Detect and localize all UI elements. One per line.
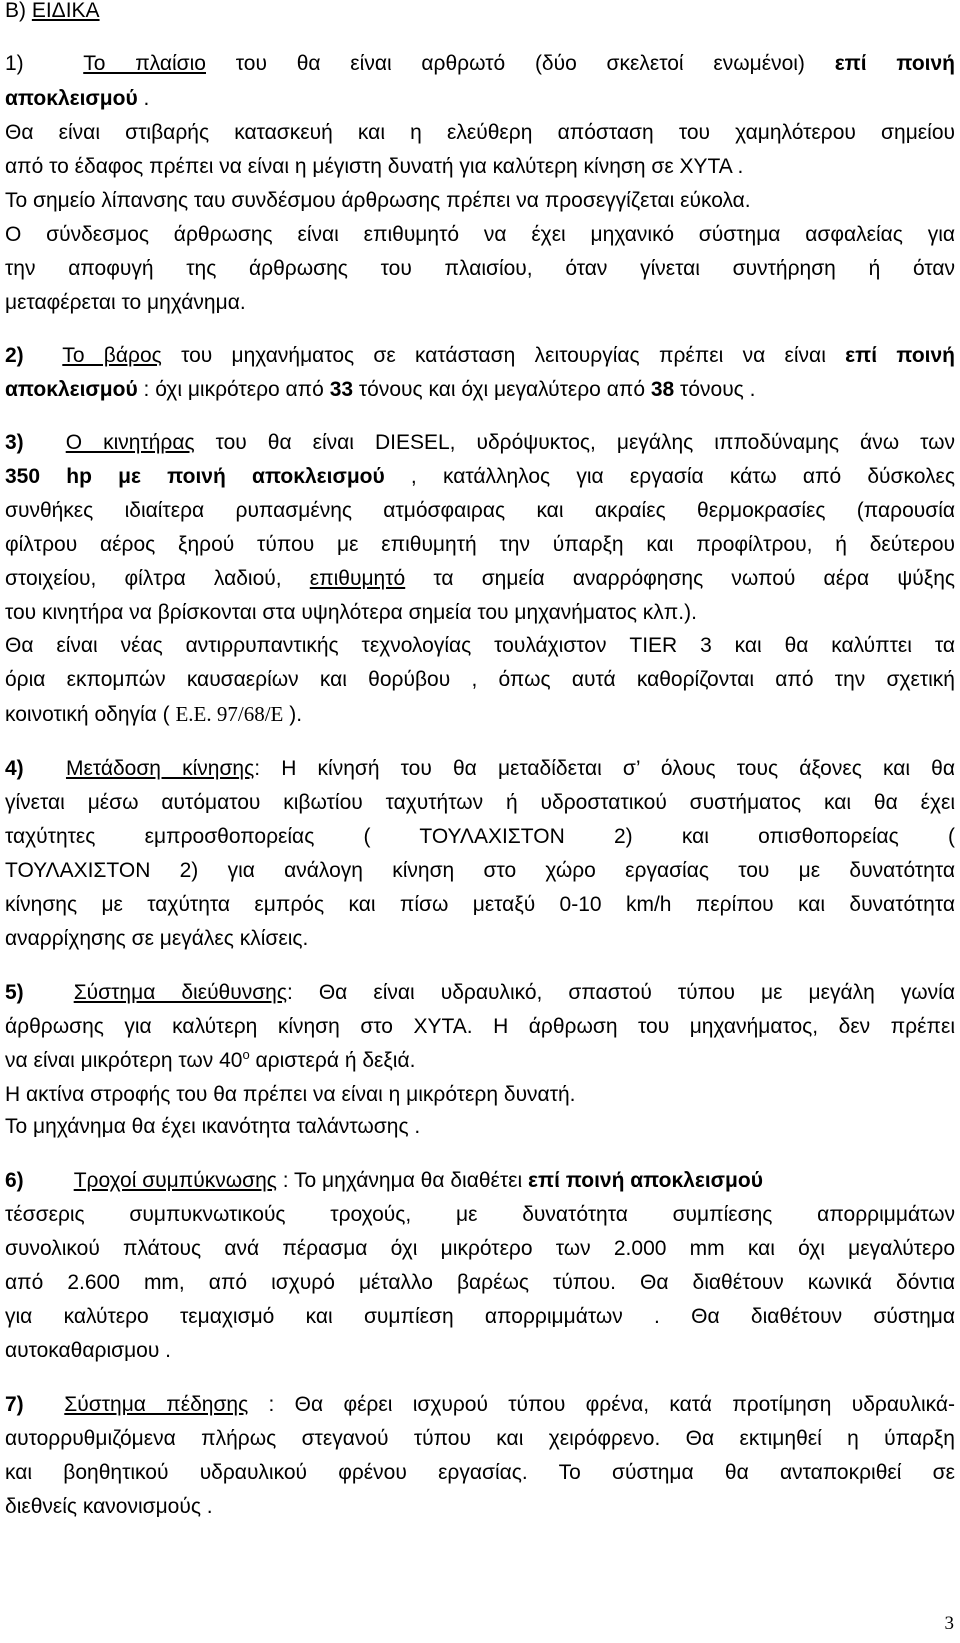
page-number: 3 — [944, 1613, 954, 1634]
s7-line-1: 7) Σύστημα πέδησης : Θα φέρει ισχυρού τύπου φρένα, κατά προτίμηση υδραυλικά- — [5, 1393, 955, 1416]
s4-title: Μετάδοση κίνησης — [65, 757, 255, 780]
s6-line-2: τέσσερις συμπυκνωτικούς τροχούς, με δυνατότητα συμπίεσης απορριμμάτων — [5, 1203, 955, 1226]
s5-line-4: Η ακτίνα στροφής του θα πρέπει να είναι η μικρότερη δυνατή. — [5, 1083, 576, 1106]
s6-line-4: από 2.600 mm, από ισχυρό μέταλλο βαρέως τύπου. Θα διαθέτουν κωνικά δόντια — [5, 1271, 955, 1294]
s5-line-3: να είναι μικρότερη των $40^o$ αριστερά ή δεξιά. — [5, 1047, 416, 1072]
s5-line-2: άρθρωσης για καλύτερη κίνηση στο ΧΥΤΑ. Η άρθρωση του μηχανήματος, δεν πρέπει — [5, 1015, 955, 1038]
s5-line-1: 5) Σύστημα διεύθυνσης: Θα είναι υδραυλικό, σπαστού τύπου με μεγάλη γωνία — [5, 981, 955, 1004]
s3-line-8: όρια εκπομπών καυσαερίων και θορύβου , όπως αυτά καθορίζονται από την σχετική — [5, 668, 955, 691]
heading-title: ΕΙΔΙΚΑ — [31, 0, 100, 22]
heading-prefix: Β) — [5, 0, 26, 22]
s7-title: Σύστημα πέδησης — [64, 1393, 249, 1416]
s3-line-3: συνθήκες ιδιαίτερα ρυπασμένης ατμόσφαιρας και ακραίες θερμοκρασίες (παρουσία — [5, 499, 955, 522]
s1-line-7: την αποφυγή της άρθρωσης του πλαισίου, όταν γίνεται συντήρηση ή όταν — [5, 257, 955, 280]
s3-line-7: Θα είναι νέας αντιρρυπαντικής τεχνολογίας τουλάχιστον TIER 3 και θα καλύπτει τα — [5, 634, 955, 657]
s3-line-4: φίλτρου αέρος ξηρού τύπου με επιθυμητή την ύπαρξη και προφίλτρου, ή δεύτερου — [5, 533, 955, 556]
s7-line-3: και βοηθητικού υδραυλικού φρένου εργασίας. Το σύστημα θα ανταποκριθεί σε — [5, 1461, 955, 1484]
s6-line-5: για καλύτερο τεμαχισμό και συμπίεση απορριμμάτων . Θα διαθέτουν σύστημα — [5, 1305, 955, 1328]
s3-line-5: στοιχείου, φίλτρα λαδιού, επιθυμητό τα σημεία αναρρόφησης νωπού αέρα ψύξης — [5, 567, 955, 590]
s5-title: Σύστημα διεύθυνσης — [73, 981, 287, 1004]
s5-line-5: Το μηχάνημα θα έχει ικανότητα ταλάντωσης . — [5, 1115, 421, 1138]
s4-line-5: κίνησης με ταχύτητα εμπρός και πίσω μεταξύ 0-10 km/h περίπου και δυνατότητα — [5, 893, 955, 916]
s2-line-2: αποκλεισμού : όχι μικρότερο από 33 τόνους και όχι μεγαλύτερο από 38 τόνους . — [5, 378, 756, 401]
s6-line-1: 6) Τροχοί συμπύκνωσης : Το μηχάνημα θα διαθέτει επί ποινή αποκλεισμού — [5, 1169, 763, 1192]
s1-line-2: αποκλεισμού . — [5, 87, 150, 110]
section-heading — [5, 0, 955, 24]
s3-title: Ο κινητήρας — [65, 431, 195, 454]
s4-line-3: ταχύτητες εμπροσθοπορείας ( ΤΟΥΛΑΧΙΣΤΟΝ 2) και οπισθοπορείας ( — [5, 825, 955, 848]
s6-line-6: αυτοκαθαρισμου . — [5, 1339, 172, 1362]
s1-line-6: Ο σύνδεσμος άρθρωσης είναι επιθυμητό να έχει μηχανικό σύστημα ασφαλείας για — [5, 223, 955, 246]
s1-line-5: Το σημείο λίπανσης ταυ συνδέσμου άρθρωσης πρέπει να προσεγγίζεται εύκολα. — [5, 189, 751, 212]
s7-line-2: αυτορρυθμιζόμενα πλήρως στεγανού τύπου και χειρόφρενο. Θα εκτιμηθεί η ύπαρξη — [5, 1427, 955, 1450]
s4-line-1: 4) Μετάδοση κίνησης: Η κίνησή του θα μεταδίδεται σ’ όλους τους άξονες και θα — [5, 757, 956, 780]
s1-title: Το πλαίσιο — [83, 52, 206, 75]
s1-line-1: 1) Το πλαίσιο του θα είναι αρθρωτό (δύο σκελετοί ενωμένοι) επί ποινή — [5, 52, 955, 75]
s4-line-6: αναρρίχησης σε μεγάλες κλίσεις. — [5, 927, 309, 950]
s4-line-2: γίνεται μέσω αυτόματου κιβωτίου ταχυτήτων ή υδροστατικού συστήματος και θα έχει — [5, 791, 955, 814]
s6-line-3: συνολικού πλάτους ανά πέρασμα όχι μικρότερο των 2.000 mm και όχι μεγαλύτερο — [5, 1237, 955, 1260]
s2-line-1: 2) Το βάρος του μηχανήματος σε κατάσταση λειτουργίας πρέπει να είναι επί ποινή — [5, 344, 955, 367]
s2-title: Το βάρος — [62, 344, 162, 367]
s7-line-4: διεθνείς κανονισμούς . — [5, 1495, 213, 1518]
s6-title: Τροχοί συμπύκνωσης — [73, 1169, 277, 1192]
s3-line-1: 3) Ο κινητήρας του θα είναι DIESEL, υδρόψυκτος, μεγάλης ιπποδύναμης άνω των — [5, 431, 955, 454]
s3-line-2: 350 hp με ποινή αποκλεισμού , κατάλληλος για εργασία κάτω από δύσκολες — [5, 465, 955, 488]
s3-line-9: κοινοτική οδηγία ( Ε.Ε. 97/68/Ε ). — [5, 702, 303, 726]
s1-line-4: από το έδαφος πρέπει να είναι η μέγιστη δυνατή για καλύτερη κίνηση σε ΧΥΤΑ . — [5, 155, 744, 178]
s1-line-8: μεταφέρεται το μηχάνημα. — [5, 291, 246, 314]
s4-line-4: ΤΟΥΛΑΧΙΣΤΟΝ 2) για ανάλογη κίνηση στο χώρο εργασίας του με δυνατότητα — [5, 859, 955, 882]
s3-line-6: του κινητήρα να βρίσκονται στα υψηλότερα σημεία του μηχανήματος κλπ.). — [5, 601, 697, 624]
s1-line-3: Θα είναι στιβαρής κατασκευή και η ελεύθερη απόσταση του χαμηλότερου σημείου — [5, 121, 955, 144]
